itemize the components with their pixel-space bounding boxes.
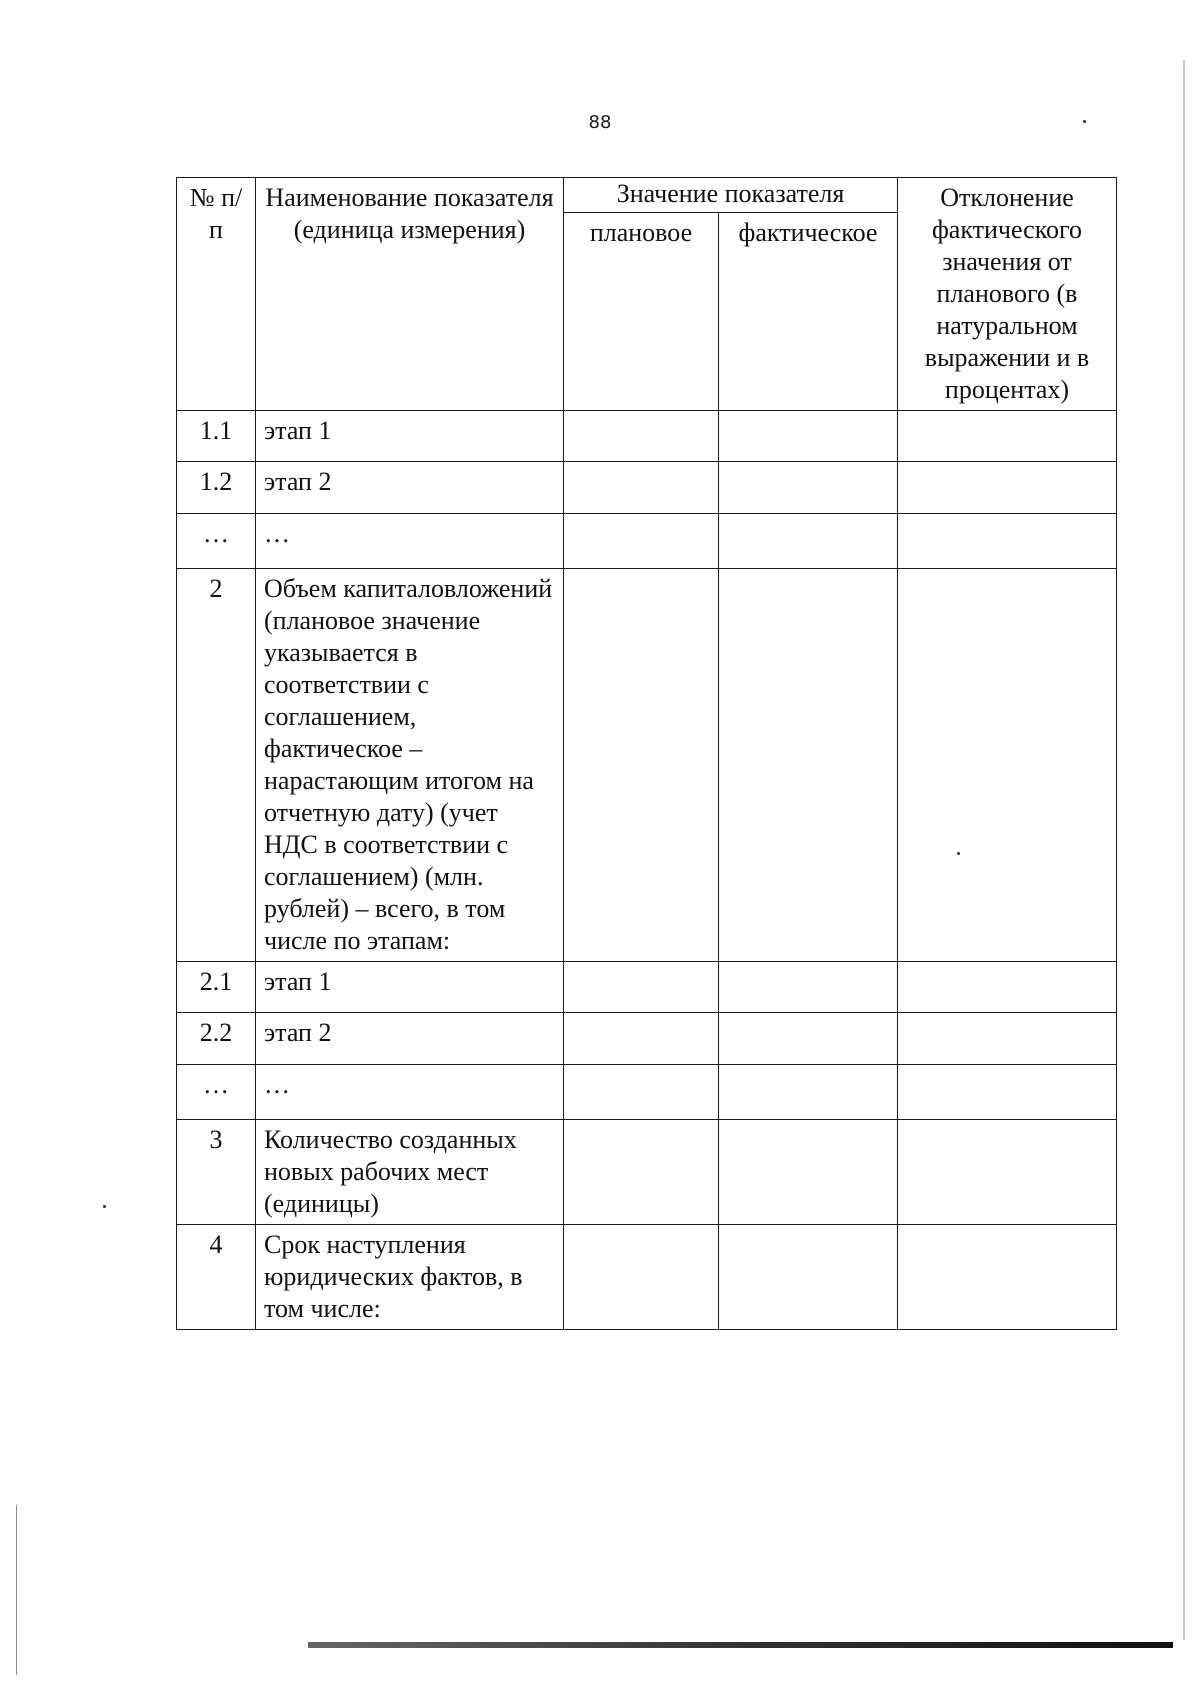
planned-value-cell	[564, 569, 719, 962]
planned-value-cell	[564, 1120, 719, 1225]
deviation-cell	[898, 1225, 1117, 1330]
indicators-table	[176, 177, 1117, 1330]
page-right-edge-line	[1183, 60, 1185, 1640]
table-row	[177, 962, 1117, 1013]
row-indicator-name: этап 1	[256, 411, 564, 462]
table-row	[177, 1065, 1117, 1120]
deviation-cell	[898, 1065, 1117, 1120]
row-number: 2	[177, 569, 256, 962]
header-planned: плановое	[564, 213, 719, 411]
planned-value-cell	[564, 462, 719, 514]
deviation-cell	[898, 514, 1117, 569]
deviation-cell	[898, 411, 1117, 462]
actual-value-cell	[719, 1065, 898, 1120]
deviation-cell	[898, 569, 1117, 962]
row-number: …	[177, 514, 256, 569]
left-margin-mark	[16, 1505, 17, 1675]
actual-value-cell	[719, 1120, 898, 1225]
row-indicator-name: …	[256, 1065, 564, 1120]
planned-value-cell	[564, 411, 719, 462]
actual-value-cell	[719, 411, 898, 462]
row-indicator-name: …	[256, 514, 564, 569]
table-row	[177, 1013, 1117, 1065]
planned-value-cell	[564, 514, 719, 569]
row-indicator-name: этап 1	[256, 962, 564, 1013]
table-row	[177, 411, 1117, 462]
header-actual: фактическое	[719, 213, 898, 411]
page-number: 88	[588, 112, 612, 133]
header-deviation: Отклонение фактического значения от планового (в натуральном выражении и в процентах)	[898, 178, 1117, 411]
row-number: 2.1	[177, 962, 256, 1013]
deviation-cell	[898, 462, 1117, 514]
scan-speck	[103, 1205, 106, 1208]
row-indicator-name: Количество созданных новых рабочих мест (единицы)	[256, 1120, 564, 1225]
row-number: 4	[177, 1225, 256, 1330]
actual-value-cell	[719, 462, 898, 514]
actual-value-cell	[719, 1013, 898, 1065]
planned-value-cell	[564, 1013, 719, 1065]
deviation-cell	[898, 962, 1117, 1013]
row-number: 1.2	[177, 462, 256, 514]
row-indicator-name: этап 2	[256, 1013, 564, 1065]
row-indicator-name: Срок наступления юридических фактов, в том числе:	[256, 1225, 564, 1330]
table-row	[177, 569, 1117, 962]
table-row	[177, 514, 1117, 569]
actual-value-cell	[719, 1225, 898, 1330]
row-number: 1.1	[177, 411, 256, 462]
table-row	[177, 1120, 1117, 1225]
row-number: 3	[177, 1120, 256, 1225]
planned-value-cell	[564, 1225, 719, 1330]
bottom-scan-line	[308, 1642, 1173, 1648]
row-number: 2.2	[177, 1013, 256, 1065]
header-indicator-name: Наименование показателя (единица измерения)	[256, 178, 564, 411]
actual-value-cell	[719, 962, 898, 1013]
header-value-group: Значение показателя	[564, 178, 898, 213]
row-number: …	[177, 1065, 256, 1120]
deviation-cell	[898, 1120, 1117, 1225]
header-number: № п/п	[177, 178, 256, 411]
row-indicator-name: Объем капиталовложений (плановое значение указывается в соответствии с соглашением, фактическое – нарастающим итогом на отчетную дату) (учет НДС в соответствии с соглашением) (млн. рублей) – всего, в том числе по этапам:	[256, 569, 564, 962]
actual-value-cell	[719, 514, 898, 569]
row-indicator-name: этап 2	[256, 462, 564, 514]
deviation-cell	[898, 1013, 1117, 1065]
planned-value-cell	[564, 962, 719, 1013]
table-row	[177, 462, 1117, 514]
actual-value-cell	[719, 569, 898, 962]
table-row	[177, 1225, 1117, 1330]
planned-value-cell	[564, 1065, 719, 1120]
